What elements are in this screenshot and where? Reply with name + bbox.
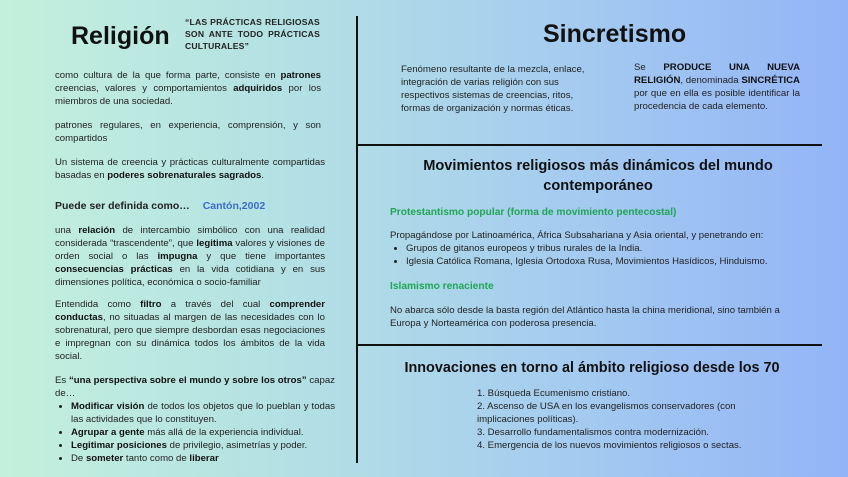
text: De (71, 453, 86, 464)
syncretism-definition: Fenómeno resultante de la mezcla, enlace, integración de varias religión con sus respectivos sistemas de creencias, ritos, formas de organización y normas éticas. (401, 64, 585, 114)
bold-text: filtro (140, 299, 162, 310)
paragraph-relation (55, 224, 325, 289)
list-item (71, 439, 335, 452)
religion-title: Religión (71, 22, 170, 50)
text: tanto como de (123, 453, 190, 464)
text: en la vida cotidiana y en sus dimensiones política, económica o socio-familiar (55, 264, 325, 288)
bold-text: Agrupar a gente (71, 427, 145, 438)
bold-text: comprender conductas (55, 299, 325, 323)
defined-as-heading (55, 200, 265, 212)
bold-text: “una perspectiva sobre el mundo y sobre los otros” (68, 375, 307, 386)
bold-text: someter (85, 453, 124, 464)
protestantism-list (390, 242, 810, 268)
paragraph-patterns: patrones regulares, en experiencia, comprensión, y son compartidos (55, 120, 321, 144)
protestantism-section (390, 229, 810, 268)
text: Se (634, 62, 664, 73)
list-item (71, 400, 335, 426)
text: Entendida como (55, 299, 141, 310)
text: por que en ella es posible identificar la procedencia de cada elemento. (634, 88, 800, 112)
syncretism-title: Sincretismo (543, 20, 687, 48)
text: capaz de… (55, 375, 335, 399)
text: y que tiene importantes (197, 251, 325, 262)
protestantism-heading: Protestantismo popular (forma de movimiento pentecostal) (390, 207, 677, 218)
vertical-divider (356, 16, 358, 463)
bold-text: relación (78, 225, 116, 236)
paragraph-system (55, 156, 325, 182)
list-item: 1. Búsqueda Ecumenismo cristiano. (477, 388, 631, 399)
islamism-heading: Islamismo renaciente (390, 281, 494, 292)
text: a través del cual (161, 299, 270, 310)
bold-text: liberar (189, 453, 219, 464)
text: Un sistema de creencia y prácticas culturalmente compartidas basadas en (55, 157, 325, 181)
text: . (261, 170, 265, 181)
list-item (71, 452, 335, 465)
defined-label: Puede ser definida como… (55, 200, 190, 212)
bold-text: poderes sobrenaturales sagrados (107, 170, 262, 181)
paragraph-perspective (55, 374, 335, 465)
list-item (71, 426, 335, 439)
list-item: 2. Ascenso de USA en los evangelismos conservadores (con implicaciones políticas). (477, 401, 736, 425)
bold-text: legitima (196, 238, 233, 249)
bold-text: Modificar visión (71, 401, 145, 412)
list-item: • Iglesia Católica Romana, Iglesia Ortodoxa Rusa, Movimientos Hasídicos, Hinduismo. (406, 255, 810, 268)
innovations-section (477, 387, 777, 452)
movements-title: Movimientos religiosos más dinámicos del mundo contemporáneo (423, 158, 773, 194)
author-citation: Cantón,2002 (202, 200, 266, 212)
text: de privilegio, asimetrías y poder. (166, 440, 308, 451)
syncretism-new-religion (634, 61, 800, 113)
bold-text: patrones (280, 70, 321, 81)
horizontal-divider-bottom (358, 344, 822, 346)
innovations-list (477, 387, 777, 452)
text: más allá de la experiencia individual. (144, 427, 304, 438)
bold-text: SINCRÉTICA (741, 75, 800, 86)
capabilities-list (55, 400, 335, 465)
innovations-title: Innovaciones en torno al ámbito religioso desde los 70 (404, 360, 780, 376)
bold-text: consecuencias prácticas (55, 264, 173, 275)
text: , no situadas al margen de las necesidades con lo sobrenatural, pero que siempre desbordan esas negociaciones e impregnan con su dinámica todos los ámbitos de la vida social. (55, 312, 325, 362)
text: de todos los objetos que lo pueblan y todas las actividades que lo constituyen. (71, 401, 335, 425)
list-item: • Grupos de gitanos europeos y tribus rurales de la India. (406, 242, 810, 255)
bold-text: adquiridos (233, 83, 283, 94)
paragraph-culture (55, 69, 321, 108)
list-item: 3. Desarrollo fundamentalismos contra modernización. (477, 427, 709, 438)
bold-text: impugna (157, 251, 198, 262)
text: creencias, valores y comportamientos (55, 83, 234, 94)
text: de intercambio simbólico con una realidad considerada “trascendente”, que (55, 225, 325, 249)
islamism-text: No abarca sólo desde la basta región del Atlántico hasta la china meridional, sino también a Europa y Norteamérica con poderosa presencia. (390, 305, 780, 329)
text: por los miembros de una sociedad. (55, 83, 321, 107)
culture-quote: “LAS PRÁCTICAS RELIGIOSAS SON ANTE TODO PRÁCTICAS CULTURALES” (185, 17, 320, 51)
protestantism-text: Propagándose por Latinoamérica, África Subsahariana y Asia oriental, y penetrando en: (390, 230, 764, 241)
text: valores y visiones de orden social o las (55, 238, 326, 262)
bold-text: Legitimar posiciones (71, 440, 167, 451)
text: una (55, 225, 79, 236)
text: , denominada (680, 75, 742, 86)
horizontal-divider-top (358, 144, 822, 146)
paragraph-filter (55, 298, 325, 363)
text: Es (55, 375, 69, 386)
list-item: 4. Emergencia de los nuevos movimientos religiosos o sectas. (477, 440, 742, 451)
bold-text: PRODUCE UNA NUEVA RELIGIÓN (634, 62, 800, 86)
text: como cultura de la que forma parte, consiste en (55, 70, 281, 81)
